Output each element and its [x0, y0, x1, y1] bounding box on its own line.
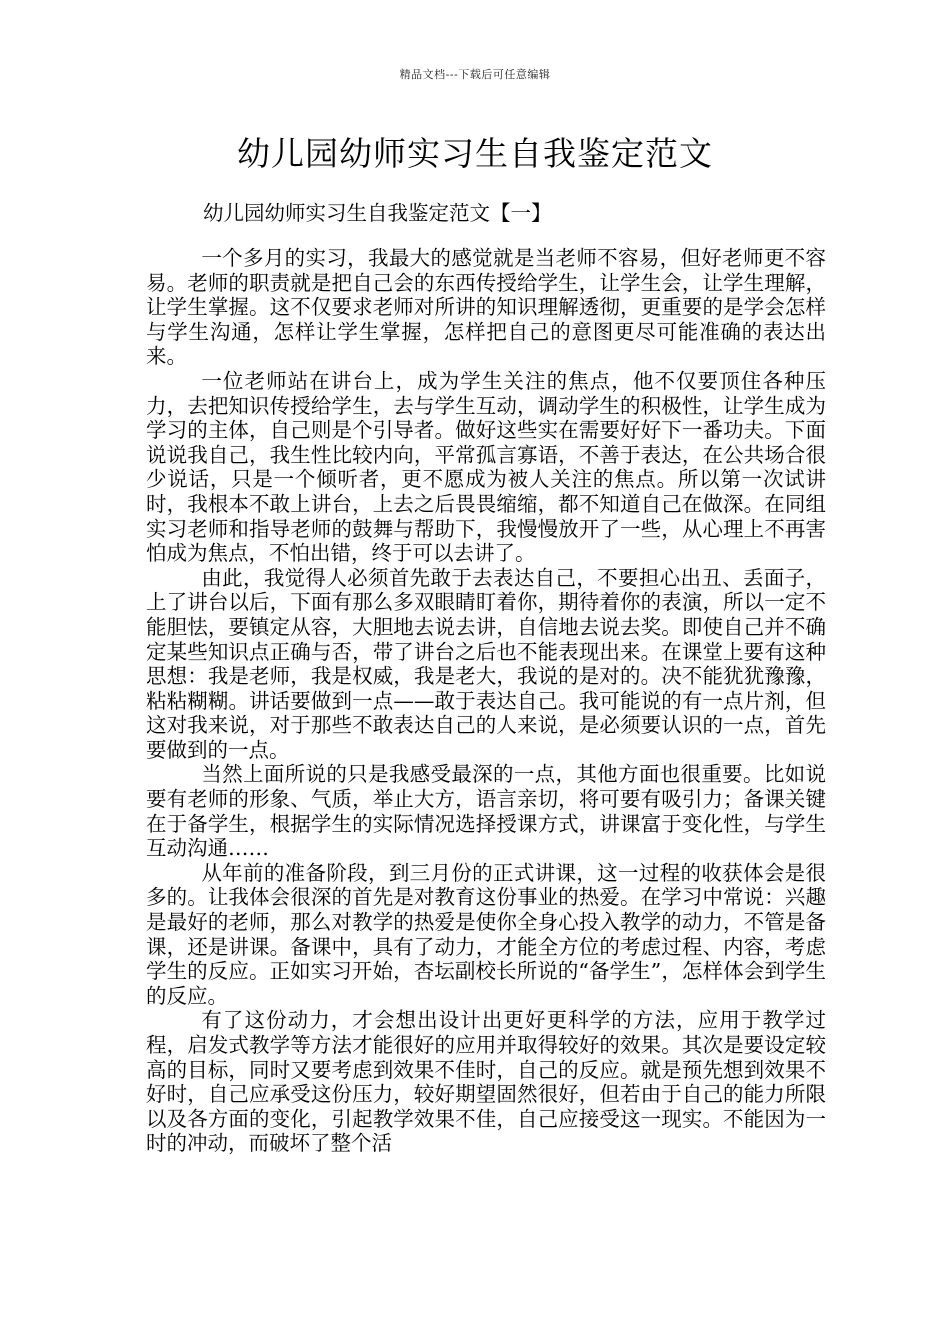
header-note: 精品文档---下载后可任意编辑 [399, 68, 551, 81]
paragraph: 一位老师站在讲台上，成为学生关注的焦点，他不仅要顶住各种压力，去把知识传授给学生，去与学生互动，调动学生的积极性，让学生成为学习的主体，自己则是个引导者。做好这些实在需要好好下一番功夫。下面说说我自己，我生性比较内向，平常孤言寡语，不善于表达，在公共场合很少说话，只是一个倾听者，更不愿成为被人关注的焦点。所以第一次试讲时，我根本不敢上讲台，上去之后畏畏缩缩，都不知道自己在做深。在同组实习老师和指导老师的鼓舞与帮助下，我慢慢放开了一些，从心理上不再害怕成为焦点，不怕出错，终于可以去讲了。 [146, 368, 826, 566]
paragraph: 有了这份动力，才会想出设计出更好更科学的方法，应用于教学过程，启发式教学等方法才能很好的应用并取得较好的效果。其次是要设定较高的目标，同时又要考虑到效果不佳时，自己的反应。就是预先想到效果不好时，自己应承受这份压力，较好期望固然很好，但若由于自己的能力所限以及各方面的变化，引起教学效果不佳，自己应接受这一现实。不能因为一时的冲动，而破坏了整个活 [146, 1008, 826, 1156]
document-title: 幼儿园幼师实习生自我鉴定范文 [237, 134, 713, 173]
paragraph: 从年前的准备阶段，到三月份的正式讲课，这一过程的收获体会是很多的。让我体会很深的首先是对教育这份事业的热爱。在学习中常说：兴趣是最好的老师，那么对教学的热爱是使你全身心投入教学的动力，不管是备课，还是讲课。备课中，具有了动力，才能全方位的考虑过程、内容，考虑学生的反应。正如实习开始，杏坛副校长所说的“备学生”，怎样体会到学生的反应。 [146, 860, 826, 1008]
section-heading: 幼儿园幼师实习生自我鉴定范文【一】 [203, 201, 552, 225]
body-text [146, 246, 826, 1156]
paragraph: 由此，我觉得人必须首先敢于去表达自己，不要担心出丑、丢面子，上了讲台以后，下面有那么多双眼睛盯着你，期待着你的表演，所以一定不能胆怯，要镇定从容，大胆地去说去讲，自信地去说去奖。即使自己并不确定某些知识点正确与否，带了讲台之后也不能表现出来。在课堂上要有这种思想：我是老师，我是权威，我是老大，我说的是对的。决不能犹犹豫豫，粘粘糊糊。讲话要做到一点——敢于表达自己。我可能说的有一点片剂，但这对我来说，对于那些不敢表达自己的人来说，是必须要认识的一点，首先要做到的一点。 [146, 565, 826, 762]
paragraph: 当然上面所说的只是我感受最深的一点，其他方面也很重要。比如说要有老师的形象、气质，举止大方，语言亲切，将可要有吸引力；备课关键在于备学生，根据学生的实际情况选择授课方式，讲课富于变化性，与学生互动沟通…… [146, 762, 826, 861]
paragraph: 一个多月的实习，我最大的感觉就是当老师不容易，但好老师更不容易。老师的职责就是把自己会的东西传授给学生，让学生会，让学生理解，让学生掌握。这不仅要求老师对所讲的知识理解透彻，更重要的是学会怎样与学生沟通，怎样让学生掌握，怎样把自己的意图更尽可能准确的表达出来。 [146, 246, 826, 369]
